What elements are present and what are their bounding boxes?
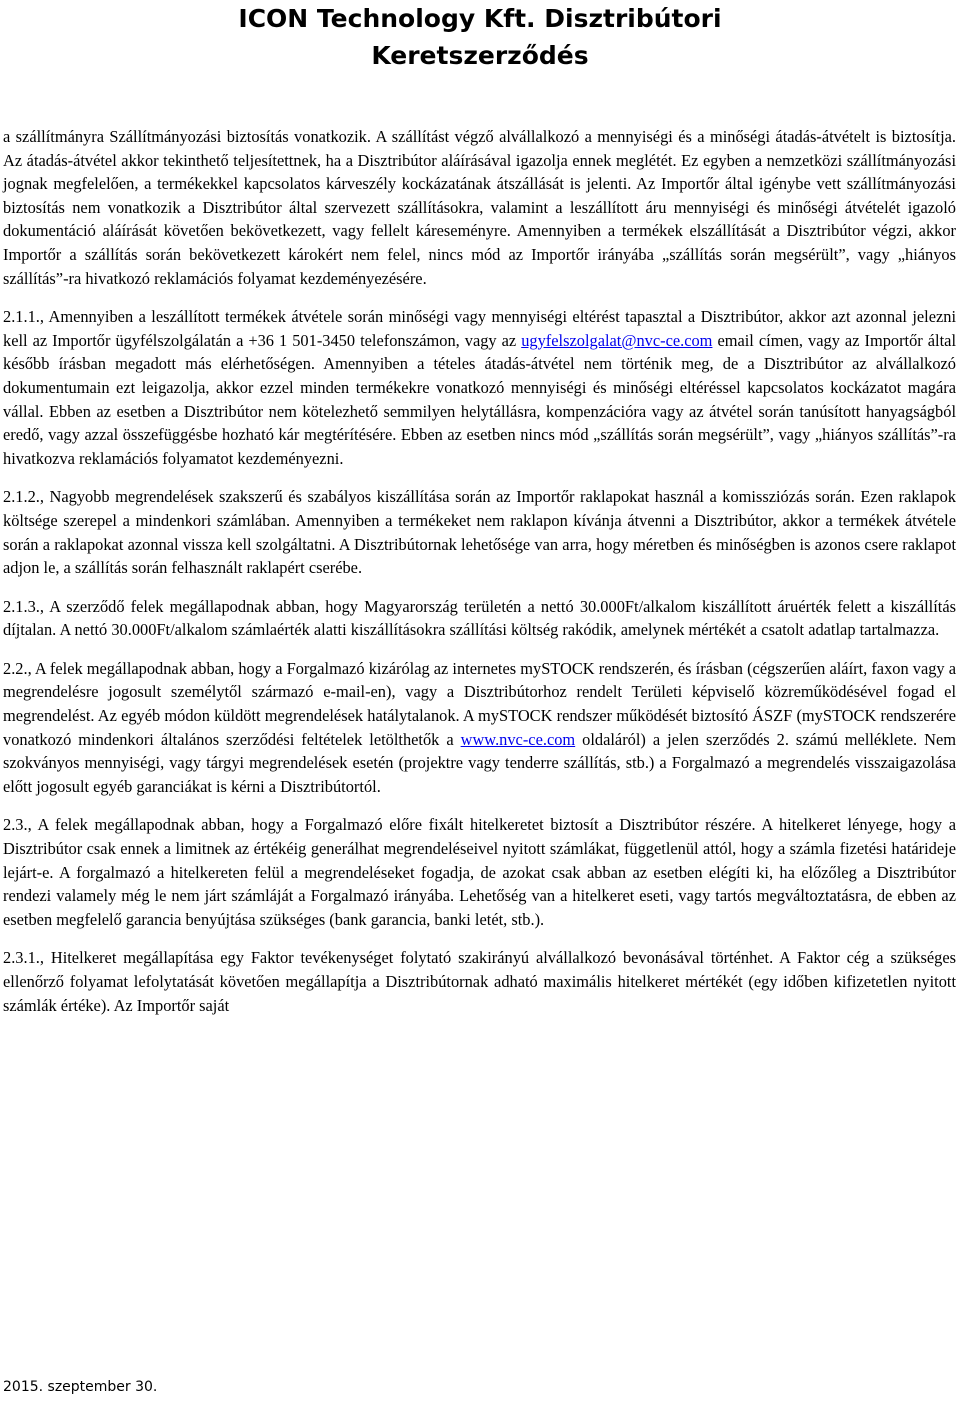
- paragraph-2-1-3: 2.1.3., A szerződő felek megállapodnak abban, hogy Magyarország területén a nettó 30.000Ft/alkalom kiszállított áruérték felett a kiszállítás díjtalan. A nettó 30.000Ft/alkalom számlaérték alatti kiszállításokra szállítási költség rakódik, amelynek mértékét a csatolt adatlap tartalmazza.: [3, 596, 956, 640]
- paragraph-2-3: 2.3., A felek megállapodnak abban, hogy a Forgalmazó előre fixált hitelkeretet biztosít a Disztribútor részére. A hitelkeret lényege, hogy a Disztribútor csak ennek a limitnek az értékéig generálhat megrendeléseivel nyitott számlákat, függetlenül attól, hogy a számla fizetési határideje lejárt-e. A forgalmazó a hitelkereten felül a megrendeléseket fogadja, de azokat csak abban az esetben elégíti ki, ha előzőleg a Disztribútor rendezi valamely még le nem járt számláját a Forgalmazó irányába. Lehetőség van a hitelkeret eseti, vagy tartós megváltoztatásra, de ebben az esetben megfelelő garancia benyújtása szükséges (bank garancia, banki letét, stb.).: [3, 815, 956, 929]
- footer-date: 2015. szeptember 30.: [3, 1379, 158, 1395]
- website-link[interactable]: www.nvc-ce.com: [460, 729, 576, 749]
- paragraph-2-1-1-text-a: 2.1.1., Amennyiben a leszállított termékek átvétele során minőségi vagy mennyiségi eltérést tapasztal a Disztribútor, akkor azt azonnal jelezni kell az Importőr ügyfélszolgálatán a +36 1 501-3450 telefonszámon, vagy az: [3, 307, 956, 350]
- customer-service-email-link[interactable]: ugyfelszolgalat@nvc-ce.com: [521, 330, 713, 350]
- title-line-1: ICON Technology Kft. Disztribútori: [238, 4, 722, 33]
- document-body: [3, 125, 956, 1032]
- paragraph-shipping-insurance: a szállítmányra Szállítmányozási biztosítás vonatkozik. A szállítást végző alvállalkozó a mennyiségi és a minőségi átadás-átvételt is biztosítja. Az átadás-átvétel akkor tekinthető teljesítettnek, ha a Disztribútor aláírásával igazolja ennek meglétét. Ez egyben a nemzetközi szállítmányozási jognak megfelelően, a termékekkel kapcsolatos kárveszély kockázatának átszállását is jelenti. Az Importőr által igénybe vett szállítmányozási biztosítás nem vonatkozik a Disztribútor által szervezett szállításokra, valamint a leszállított áru mennyiségi és minőségi átvételét igazoló dokumentáció aláírását követően bekövetkezett, vagy fellelt káreseményre. Amennyiben a termékek elszállítását a Disztribútor végzi, akkor Importőr a szállítás során bekövetkezett károkért nem felel, nincs mód az Importőr irányába „szállítás során megsérült”, vagy „hiányos szállítás”-ra hivatkozó reklamációs folyamat kezdeményezésére.: [3, 127, 956, 288]
- paragraph-2-2-text-a: 2.2., A felek megállapodnak abban, hogy a Forgalmazó kizárólag az internetes mySTOCK rendszerén, és írásban (cégszerűen aláírt, faxon vagy a megrendelésre jogosult személytől származó e-mail-en), vagy a Disztribútorhoz rendelt Területi képviselő közreműködésével fogad el megrendelést. Az egyéb módon küldött megrendelések hatálytalanok. A mySTOCK rendszer működését biztosító ÁSZF (mySTOCK rendszerére vonatkozó mindenkori általános szerződési feltételek letölthetők a: [3, 658, 956, 749]
- paragraph-2-1-1: [3, 305, 956, 470]
- title-line-2: Keretszerződés: [371, 41, 589, 70]
- paragraph-2-1-2: 2.1.2., Nagyobb megrendelések szakszerű és szabályos kiszállítása során az Importőr raklapokat használ a komissziózás során. Ezen raklapok költsége szerepel a mindenkori számlában. Amennyiben a termékeket nem raklapon kívánja átvenni a Disztribútor, akkor a termékek átvétele során a raklapokat azonnal vissza kell szolgáltatni. A Disztribútornak lehetősége van arra, hogy méretben és minőségben is azonos csere raklapot adjon le, a szállítás során felhasznált raklapért cserébe.: [3, 487, 956, 578]
- document-title: [0, 0, 960, 74]
- paragraph-2-3-1: 2.3.1., Hitelkeret megállapítása egy Faktor tevékenységet folytató szakirányú alvállalkozó bevonásával történhet. A Faktor cég a szükséges ellenőrző folyamat lefolytatását követően megállapítja a Disztribútornak adható maximális hitelkeret mértékét (egy időben kifizetetlen nyitott számlák értéke). Az Importőr saját: [3, 948, 956, 1015]
- paragraph-2-2: [3, 657, 956, 799]
- paragraph-2-2-text-b: oldaláról) a jelen szerződés 2. számú melléklete. Nem szokványos mennyiségi, vagy tárgyi megrendelések esetén (projektre vagy tenderre szállítás, stb.) a Forgalmazó a megrendelés visszaigazolása előtt jogosult egyéb garanciákat is kérni a Disztribútortól.: [3, 729, 957, 796]
- paragraph-2-1-1-text-b: email címen, vagy az Importőr által később írásban megadott más elérhetőségen. Amennyiben a tételes átadás-átvétel nem történik meg, de a Disztribútor az alvállalkozó dokumentumain ezt leigazolja, akkor ezzel minden termékekre vonatkozó mennyiségi és minőségi eltéréssel kapcsolatos kockázatot magára vállal. Ebben az esetben a Disztribútor nem kötelezhető semmilyen helytállásra, kompenzációra vagy az átvétel során tanúsított hanyagságból eredő, vagy azzal összefüggésbe hozható kár megtérítésére. Ebben az esetben nincs mód „szállítás során megsérült”, vagy „hiányos szállítás”-ra hivatkozva reklamációs folyamatot kezdeményezni.: [3, 330, 956, 468]
